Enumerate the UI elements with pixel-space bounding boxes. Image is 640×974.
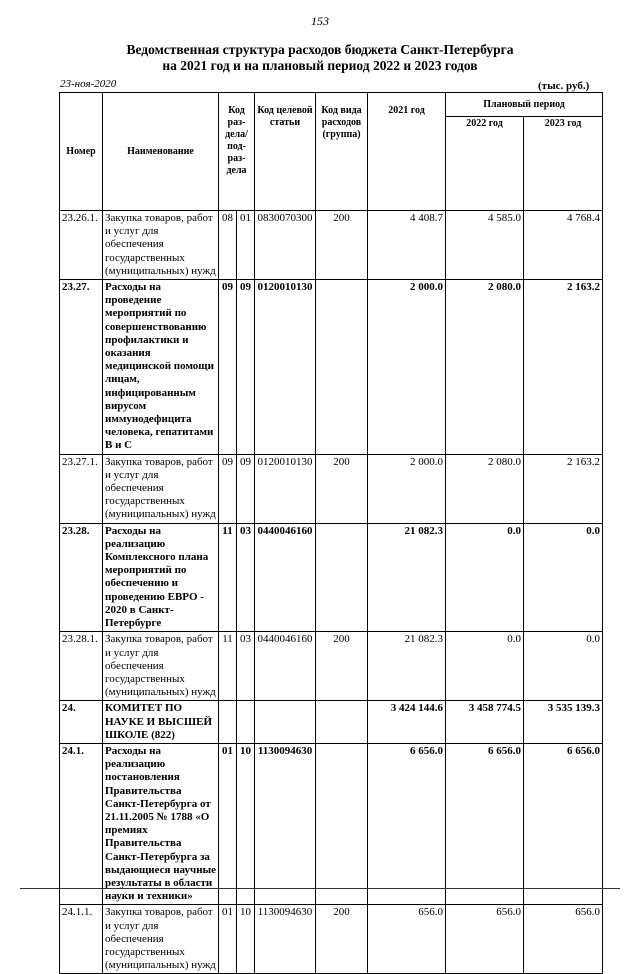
cell-v2023: 656.0: [524, 905, 603, 974]
cell-v2022: 2 080.0: [446, 280, 524, 455]
cell-v2022: 3 458 774.5: [446, 701, 524, 744]
cell-v2021: 21 082.3: [368, 523, 446, 632]
budget-table: [59, 92, 603, 974]
cell-prz: 10: [237, 905, 255, 974]
cell-prz: [237, 701, 255, 744]
cell-prz: 09: [237, 454, 255, 523]
cell-name: Расходы на реализацию Комплексного плана мероприятий по обеспечению и проведению ЕВРО - 2020 в Санкт-Петербурге: [103, 523, 219, 632]
table-row: [60, 905, 603, 974]
cell-prz: 10: [237, 743, 255, 904]
cell-prz: 01: [237, 211, 255, 280]
cell-v2022: 656.0: [446, 905, 524, 974]
cell-rz: 11: [219, 632, 237, 701]
cell-num: 23.27.1.: [60, 454, 103, 523]
cell-target: [255, 701, 316, 744]
table-row: [60, 454, 603, 523]
cell-v2023: 4 768.4: [524, 211, 603, 280]
cell-rz: 01: [219, 905, 237, 974]
cell-target: 1130094630: [255, 743, 316, 904]
cell-v2022: 6 656.0: [446, 743, 524, 904]
cell-name: Закупка товаров, работ и услуг для обеспечения государственных (муниципальных) нужд: [103, 454, 219, 523]
cell-vr: 200: [316, 211, 368, 280]
header-expense-type: Код вида расходов (группа): [316, 93, 368, 211]
cell-v2023: 2 163.2: [524, 280, 603, 455]
cell-num: 24.: [60, 701, 103, 744]
cell-target: 0120010130: [255, 280, 316, 455]
header-section: Код раз-дела/ под-раз-дела: [219, 93, 255, 211]
cell-name: Расходы на проведение мероприятий по совершенствованию профилактики и оказания медицинской помощи лицам, инфицированным вирусом иммунодефицита человека, гепатитами В и С: [103, 280, 219, 455]
units-label: (тыс. руб.): [538, 80, 590, 92]
cell-num: 24.1.1.: [60, 905, 103, 974]
cell-vr: 200: [316, 454, 368, 523]
cell-rz: [219, 701, 237, 744]
cell-v2023: 0.0: [524, 632, 603, 701]
cell-v2021: 656.0: [368, 905, 446, 974]
cell-v2023: 0.0: [524, 523, 603, 632]
cell-num: 23.27.: [60, 280, 103, 455]
cell-target: 0120010130: [255, 454, 316, 523]
header-planned: Плановый период: [446, 93, 603, 117]
cell-target: 1130094630: [255, 905, 316, 974]
cell-name: Закупка товаров, работ и услуг для обеспечения государственных (муниципальных) нужд: [103, 632, 219, 701]
cell-v2023: 6 656.0: [524, 743, 603, 904]
cell-v2022: 2 080.0: [446, 454, 524, 523]
cell-v2022: 0.0: [446, 632, 524, 701]
cell-vr: [316, 523, 368, 632]
cell-rz: 09: [219, 454, 237, 523]
cell-rz: 09: [219, 280, 237, 455]
cell-v2023: 2 163.2: [524, 454, 603, 523]
footer-rule: [20, 888, 620, 889]
cell-v2021: 6 656.0: [368, 743, 446, 904]
cell-v2022: 4 585.0: [446, 211, 524, 280]
cell-v2021: 2 000.0: [368, 454, 446, 523]
cell-num: 23.28.1.: [60, 632, 103, 701]
table-row: [60, 523, 603, 632]
cell-target: 0440046160: [255, 632, 316, 701]
cell-rz: 08: [219, 211, 237, 280]
header-target: Код целевой статьи: [255, 93, 316, 211]
header-2022: 2022 год: [446, 117, 524, 211]
header-2021: 2021 год: [368, 93, 446, 211]
header-number: Номер: [60, 93, 103, 211]
cell-vr: [316, 701, 368, 744]
cell-rz: 01: [219, 743, 237, 904]
cell-v2023: 3 535 139.3: [524, 701, 603, 744]
document-date: 23-ноя-2020: [60, 78, 117, 90]
cell-v2021: 3 424 144.6: [368, 701, 446, 744]
cell-v2021: 21 082.3: [368, 632, 446, 701]
cell-vr: [316, 743, 368, 904]
table-row: [60, 701, 603, 744]
cell-name: Закупка товаров, работ и услуг для обеспечения государственных (муниципальных) нужд: [103, 905, 219, 974]
cell-name: Расходы на реализацию постановления Правительства Санкт-Петербурга от 21.11.2005 № 1788 «О премиях Правительства Санкт-Петербурга за выдающиеся научные результаты в области науки и техники»: [103, 743, 219, 904]
cell-prz: 03: [237, 523, 255, 632]
cell-target: 0830070300: [255, 211, 316, 280]
table-row: [60, 211, 603, 280]
cell-target: 0440046160: [255, 523, 316, 632]
table-row: [60, 280, 603, 455]
cell-name: Закупка товаров, работ и услуг для обеспечения государственных (муниципальных) нужд: [103, 211, 219, 280]
cell-v2021: 2 000.0: [368, 280, 446, 455]
cell-prz: 09: [237, 280, 255, 455]
cell-vr: 200: [316, 632, 368, 701]
cell-v2022: 0.0: [446, 523, 524, 632]
document-title: [0, 42, 640, 74]
cell-v2021: 4 408.7: [368, 211, 446, 280]
header-name: Наименование: [103, 93, 219, 211]
cell-num: 23.28.: [60, 523, 103, 632]
page-number: 153: [311, 14, 329, 28]
table-row: [60, 743, 603, 904]
header-2023: 2023 год: [524, 117, 603, 211]
cell-num: 23.26.1.: [60, 211, 103, 280]
table-row: [60, 632, 603, 701]
title-line-1: Ведомственная структура расходов бюджета Санкт-Петербурга: [126, 42, 514, 57]
cell-name: КОМИТЕТ ПО НАУКЕ И ВЫСШЕЙ ШКОЛЕ (822): [103, 701, 219, 744]
cell-prz: 03: [237, 632, 255, 701]
cell-num: 24.1.: [60, 743, 103, 904]
cell-vr: [316, 280, 368, 455]
cell-rz: 11: [219, 523, 237, 632]
title-line-2: на 2021 год и на плановый период 2022 и 2023 годов: [162, 58, 478, 73]
cell-vr: 200: [316, 905, 368, 974]
